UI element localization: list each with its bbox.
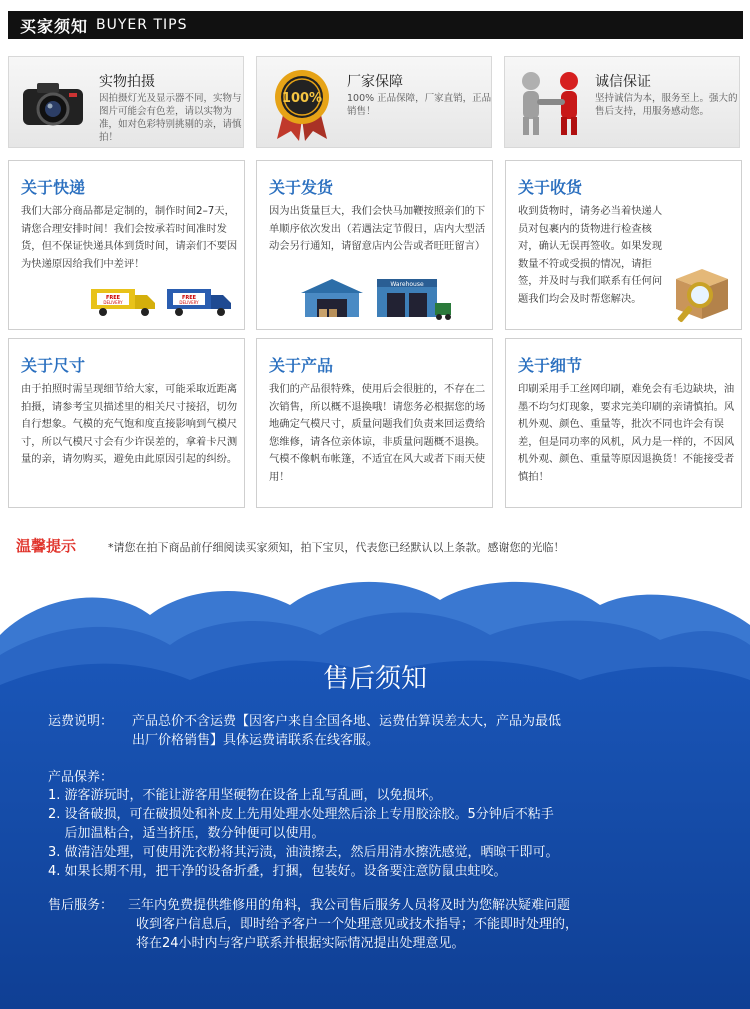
tip-text: *请您在拍下商品前仔细阅读买家须知，拍下宝贝，代表您已经默认以上条款。感谢您的光临！	[108, 541, 565, 554]
box-receiving	[505, 160, 742, 330]
camera-icon	[19, 79, 91, 131]
box-text: 收到货物时，请务必当着快递人员对包裹内的货物进行检查核对，确认无误再签收。如果发现数量不符或受损的情况，请拒签，并及时与我们联系有任何问题我们均会及时帮您解决。	[518, 205, 663, 305]
header-tab	[8, 11, 199, 39]
care-item: 3. 做清洁处理，可使用洗衣粉将其污渍，油渍擦去，然后用清水擦洗感觉，晒晾干即可。	[48, 845, 559, 860]
svg-text:DELIVERY: DELIVERY	[103, 300, 123, 305]
feature-integrity	[504, 56, 740, 148]
box-text: 我们的产品很特殊，使用后会很脏的，不存在二次销售，所以概不退换哦！请您务必根据您的场地确定气模尺寸，质量问题我们负责来回运费给您维修，请各位亲体谅，非质量问题概不退换。气模不像帆布帐篷，不适宜在风大或者下雨天使用！	[269, 383, 486, 483]
guarantee-badge-icon	[267, 67, 337, 143]
feature-desc: 100% 正品保障，厂家直销，正品销售！	[347, 93, 492, 117]
feature-guarantee	[256, 56, 492, 148]
header-bar	[0, 0, 750, 50]
care-item: 4. 如果长期不用，把干净的设备折叠，打捆，包装好。设备要注意防鼠虫蛀咬。	[48, 864, 507, 879]
box-product	[256, 338, 493, 508]
shipping-line: 产品总价不含运费【因客户来自全国各地、运费估算误差太大，产品为最低	[132, 714, 562, 729]
box-detail	[505, 338, 742, 508]
box-text: 印刷采用手工丝网印刷，难免会有毛边缺块，油墨不均匀灯现象，要求完美印刷的亲请慎拍。风机外观、颜色、重量等，批次不同也许会有误差，但是同功率的风机，风力是一样的，不因风机外观、颜色、重量等原因退换货！不能接受者慎拍！	[518, 383, 735, 483]
svg-text:DELIVERY: DELIVERY	[179, 300, 199, 305]
box-size	[8, 338, 245, 508]
header-title-en: BUYER TIPS	[96, 17, 188, 33]
care-item: 1. 游客游玩时，不能让游客用坚硬物在设备上乱写乱画，以免损坏。	[48, 788, 442, 803]
care-item: 2. 设备破损，可在破损处和补皮上先用处理水处理然后涂上专用胶涂胶。5分钟后不粘手	[48, 807, 554, 822]
truck-label: FREE	[105, 295, 121, 301]
box-title: 关于产品	[269, 356, 334, 375]
shipping-line: 出厂价格销售】具体运费请联系在线客服。	[132, 733, 380, 748]
box-title: 关于快递	[21, 178, 86, 197]
care-label: 产品保养：	[48, 770, 114, 785]
warehouse-icon	[373, 275, 455, 321]
box-express	[8, 160, 245, 330]
header-title-zh: 买家须知	[20, 16, 89, 36]
warehouse-icon	[297, 275, 367, 321]
service-label: 售后服务：	[48, 898, 114, 913]
shipping-label: 运费说明：	[48, 714, 114, 729]
box-shipping	[256, 160, 493, 330]
box-text: 我们大部分商品都是定制的，制作时间2–7天，请您合理安排时间！我们会按承若时间准时发货，但不保证快递具体到货时间，请亲们不要因为快递原因给我们中差评！	[21, 205, 238, 270]
feature-photo	[8, 56, 244, 148]
delivery-truck-icon	[165, 285, 235, 317]
delivery-truck-icon	[89, 285, 159, 317]
box-title: 关于发货	[269, 178, 334, 197]
box-text: 因为出货量巨大，我们会快马加鞭按照亲们的下单顺序依次发出（若遇法定节假日，店内大型活动会另行通知，请留意店内公告或者旺旺留言）	[269, 205, 486, 252]
service-line: 将在24小时内与客户联系并根据实际情况提出处理意见。	[136, 936, 465, 951]
feature-desc: 因拍摄灯光及显示器不同，实物与图片可能会有色差，请以实物为准，如对色彩特别挑剔的亲，请慎拍！	[99, 93, 242, 143]
box-text: 由于拍照时需呈现细节给大家，可能采取近距离拍摄，请参考宝贝描述里的相关尺寸接招，切勿自行想象。气模的充气饱和度直接影响到气模尺寸，所以气模尺寸会有少许误差的，拿着卡尺测量的亲，请勿购买，避免由此原因引起的纠纷。	[21, 383, 238, 465]
tip-label: 温馨提示	[16, 537, 77, 555]
service-line: 三年内免费提供维修用的角料，我公司售后服务人员将及时为您解决疑难问题	[128, 898, 571, 913]
feature-title: 实物拍摄	[99, 74, 155, 90]
package-magnifier-icon	[666, 259, 736, 325]
care-item: 后加温粘合，适当挤压，数分钟便可以使用。	[48, 826, 325, 841]
box-title: 关于细节	[518, 356, 583, 375]
feature-desc: 坚持诚信为本，服务至上。强大的售后支持，用服务感动您。	[595, 93, 738, 117]
box-title: 关于收货	[518, 178, 583, 197]
feature-title: 厂家保障	[347, 74, 403, 90]
warehouse-label: Warehouse	[390, 281, 424, 288]
feature-title: 诚信保证	[595, 74, 651, 90]
service-line: 收到客户信息后，即时给予客户一个处理意见或技术指导；不能即时处理的，	[136, 917, 579, 932]
badge-percent-text: 100%	[281, 91, 323, 106]
svg-text:FREE: FREE	[181, 295, 197, 301]
box-title: 关于尺寸	[21, 356, 86, 375]
after-sales-title: 售后须知	[322, 664, 427, 694]
handshake-icon	[513, 69, 589, 139]
